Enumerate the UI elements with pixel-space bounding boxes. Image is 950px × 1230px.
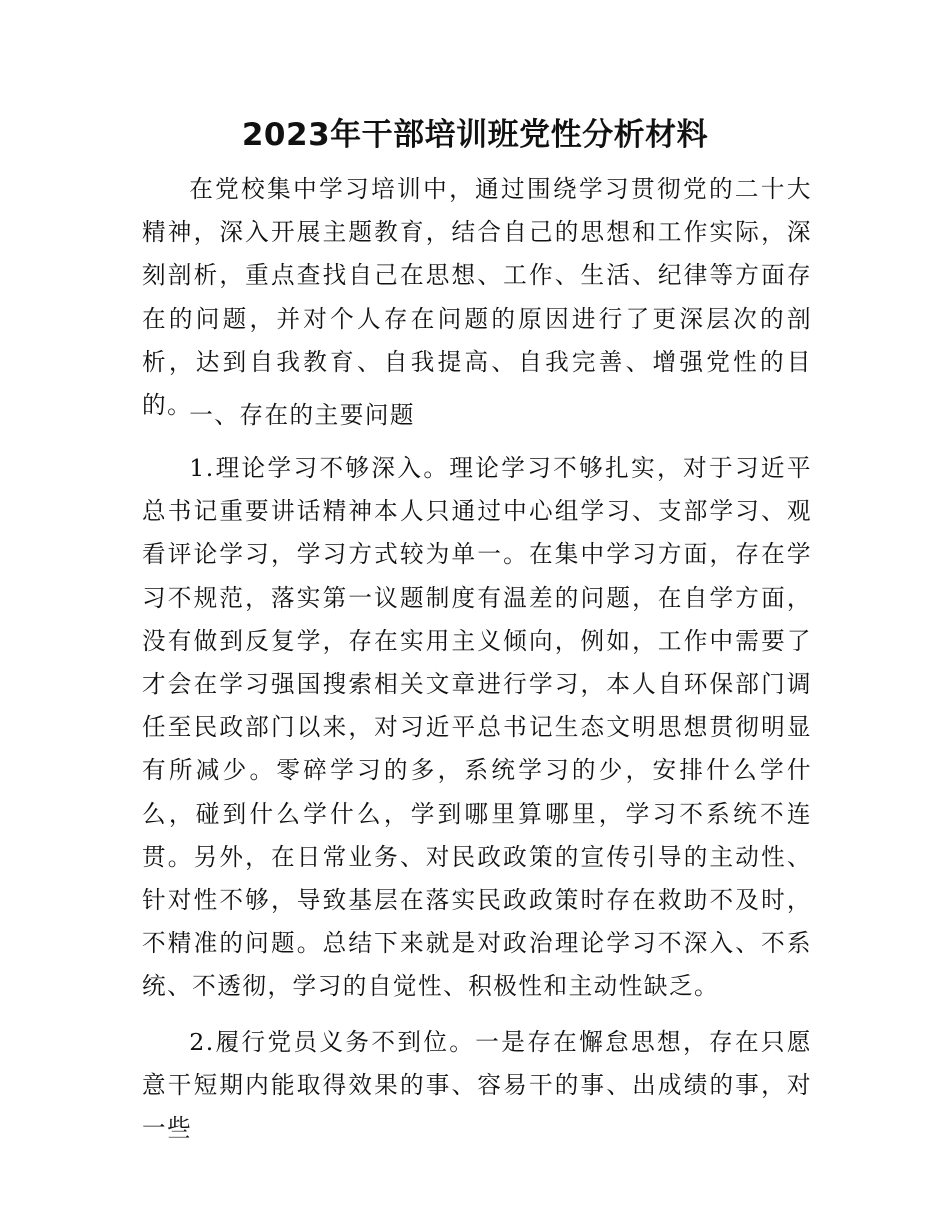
- intro-paragraph: 在党校集中学习培训中，通过围绕学习贯彻党的二十大精神，深入开展主题教育，结合自己的思想和工作实际，深刻剖析，重点查找自己在思想、工作、生活、纪律等方面存在的问题，并对个人存在问题的原因进行了更深层次的剖析，达到自我教育、自我提高、自我完善、增强党性的目的。: [142, 175, 812, 420]
- problem-paragraph-1: 1.理论学习不够深入。理论学习不够扎实，对于习近平总书记重要讲话精神本人只通过中心组学习、支部学习、观看评论学习，学习方式较为单一。在集中学习方面，存在学习不规范，落实第一议题制度有温差的问题，在自学方面，没有做到反复学，存在实用主义倾向，例如，工作中需要了才会在学习强国搜索相关文章进行学习，本人自环保部门调任至民政部门以来，对习近平总书记生态文明思想贯彻明显有所减少。零碎学习的多，系统学习的少，安排什么学什么，碰到什么学什么，学到哪里算哪里，学习不系统不连贯。另外，在日常业务、对民政政策的宣传引导的主动性、针对性不够，导致基层在落实民政政策时存在救助不及时，不精准的问题。总结下来就是对政治理论学习不深入、不系统、不透彻，学习的自觉性、积极性和主动性缺乏。: [142, 454, 812, 1001]
- document-title: 2023年干部培训班党性分析材料: [241, 117, 709, 153]
- section-heading: 一、存在的主要问题: [189, 401, 416, 429]
- problem-paragraph-2: 2.履行党员义务不到位。一是存在懈怠思想，存在只愿意干短期内能取得效果的事、容易干的事、出成绩的事，对一些: [142, 1028, 812, 1143]
